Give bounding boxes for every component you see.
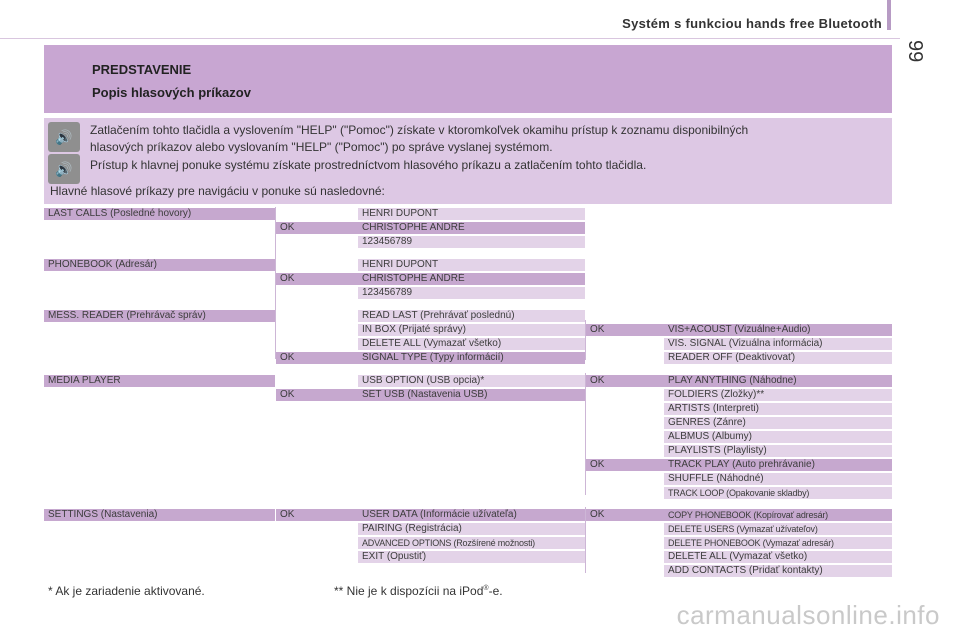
submenu-item: SHUFFLE (Náhodné) — [664, 473, 892, 485]
submenu-item: READER OFF (Deaktivovať) — [664, 352, 892, 364]
submenu-item: TRACK LOOP (Opakovanie skladby) — [664, 487, 892, 499]
voice-button-icon: 🔊 — [48, 122, 80, 152]
submenu-item: USER DATA (Informácie užívateľa) — [358, 509, 585, 521]
submenu-item: FOLDIERS (Zložky)** — [664, 389, 892, 401]
instructions-panel — [44, 118, 892, 204]
ok-label: OK — [586, 375, 664, 387]
submenu-item: DELETE PHONEBOOK (Vymazať adresár) — [664, 537, 892, 549]
page-number: 99 — [904, 40, 926, 63]
submenu-item: HENRI DUPONT — [358, 208, 585, 220]
submenu-item: PLAY ANYTHING (Náhodne) — [664, 375, 892, 387]
panel-text-line: hlasových príkazov alebo vyslovaním "HELP" ("Pomoc") po správe vyslanej systémom. — [90, 140, 553, 154]
ok-label: OK — [586, 324, 664, 336]
footnote-text: -e. — [488, 584, 503, 598]
header-accent-bar — [887, 0, 891, 30]
footnote-text: ** Nie je k dispozícii na iPod — [334, 584, 484, 598]
submenu-item: 123456789 — [358, 236, 585, 248]
registered-mark: ® — [483, 585, 489, 592]
voice-button-icon: 🔊 — [48, 154, 80, 184]
submenu-item: SIGNAL TYPE (Typy informácií) — [358, 352, 585, 364]
intro-box — [44, 45, 892, 113]
menu-item-media-player: MEDIA PLAYER — [44, 375, 275, 387]
section-title: PREDSTAVENIE — [92, 62, 192, 77]
menu-item-last-calls: LAST CALLS (Posledné hovory) — [44, 208, 275, 220]
submenu-item: EXIT (Opustiť) — [358, 551, 585, 563]
submenu-item: IN BOX (Prijaté správy) — [358, 324, 585, 336]
ok-label: OK — [276, 273, 358, 285]
submenu-item: DELETE ALL (Vymazať všetko) — [358, 338, 585, 350]
submenu-item: CHRISTOPHE ANDRÉ — [358, 273, 585, 285]
section-subtitle: Popis hlasových príkazov — [92, 85, 251, 100]
ok-label: OK — [276, 352, 358, 364]
footnote-asterisk: * Ak je zariadenie aktivované. — [48, 584, 205, 598]
menu-item-phonebook: PHONEBOOK (Adresár) — [44, 259, 275, 271]
submenu-item: USB OPTION (USB opcia)* — [358, 375, 585, 387]
ok-label: OK — [586, 459, 664, 471]
panel-text-line: Hlavné hlasové príkazy pre navigáciu v ponuke sú nasledovné: — [50, 184, 385, 198]
footnote-double-asterisk — [334, 584, 503, 598]
panel-text-line: Zatlačením tohto tlačidla a vyslovením "HELP" ("Pomoc") získate v ktoromkoľvek okamihu prístup k zoznamu disponibilných — [90, 123, 749, 137]
submenu-item: DELETE ALL (Vymazať všetko) — [664, 551, 892, 563]
submenu-item: ALBMUS (Albumy) — [664, 431, 892, 443]
ok-label: OK — [586, 509, 664, 521]
ok-label: OK — [276, 509, 358, 521]
submenu-item: PAIRING (Registrácia) — [358, 523, 585, 535]
ok-label: OK — [276, 222, 358, 234]
submenu-item: ARTISTS (Interpreti) — [664, 403, 892, 415]
submenu-item: CHRISTOPHE ANDRÉ — [358, 222, 585, 234]
panel-text-line: Prístup k hlavnej ponuke systému získate prostredníctvom hlasového príkazu a zatlačením tohto tlačidla. — [90, 158, 647, 172]
menu-item-settings: SETTINGS (Nastavenia) — [44, 509, 275, 521]
header-divider — [0, 38, 900, 39]
submenu-item: VIS. SIGNAL (Vizuálna informácia) — [664, 338, 892, 350]
submenu-item: ADVANCED OPTIONS (Rozšírené možnosti) — [358, 537, 585, 549]
submenu-item: TRACK PLAY (Auto prehrávanie) — [664, 459, 892, 471]
submenu-item: SET USB (Nastavenia USB) — [358, 389, 585, 401]
submenu-item: VIS+ACOUST (Vizuálne+Audio) — [664, 324, 892, 336]
submenu-item: READ LAST (Prehrávať poslednú) — [358, 310, 585, 322]
submenu-item: COPY PHONEBOOK (Kopírovať adresár) — [664, 509, 892, 521]
connector-line — [585, 373, 586, 495]
submenu-item: DELETE USERS (Vymazať užívateľov) — [664, 523, 892, 535]
submenu-item: HENRI DUPONT — [358, 259, 585, 271]
submenu-item: GENRES (Žánre) — [664, 417, 892, 429]
watermark: carmanualsonline.info — [676, 600, 940, 630]
submenu-item: ADD CONTACTS (Pridať kontakty) — [664, 565, 892, 577]
submenu-item: PLAYLISTS (Playlisty) — [664, 445, 892, 457]
menu-item-mess-reader: MESS. READER (Prehrávač správ) — [44, 310, 275, 322]
page-header-title: Systém s funkciou hands free Bluetooth — [622, 16, 882, 31]
ok-label: OK — [276, 389, 358, 401]
submenu-item: 123456789 — [358, 287, 585, 299]
